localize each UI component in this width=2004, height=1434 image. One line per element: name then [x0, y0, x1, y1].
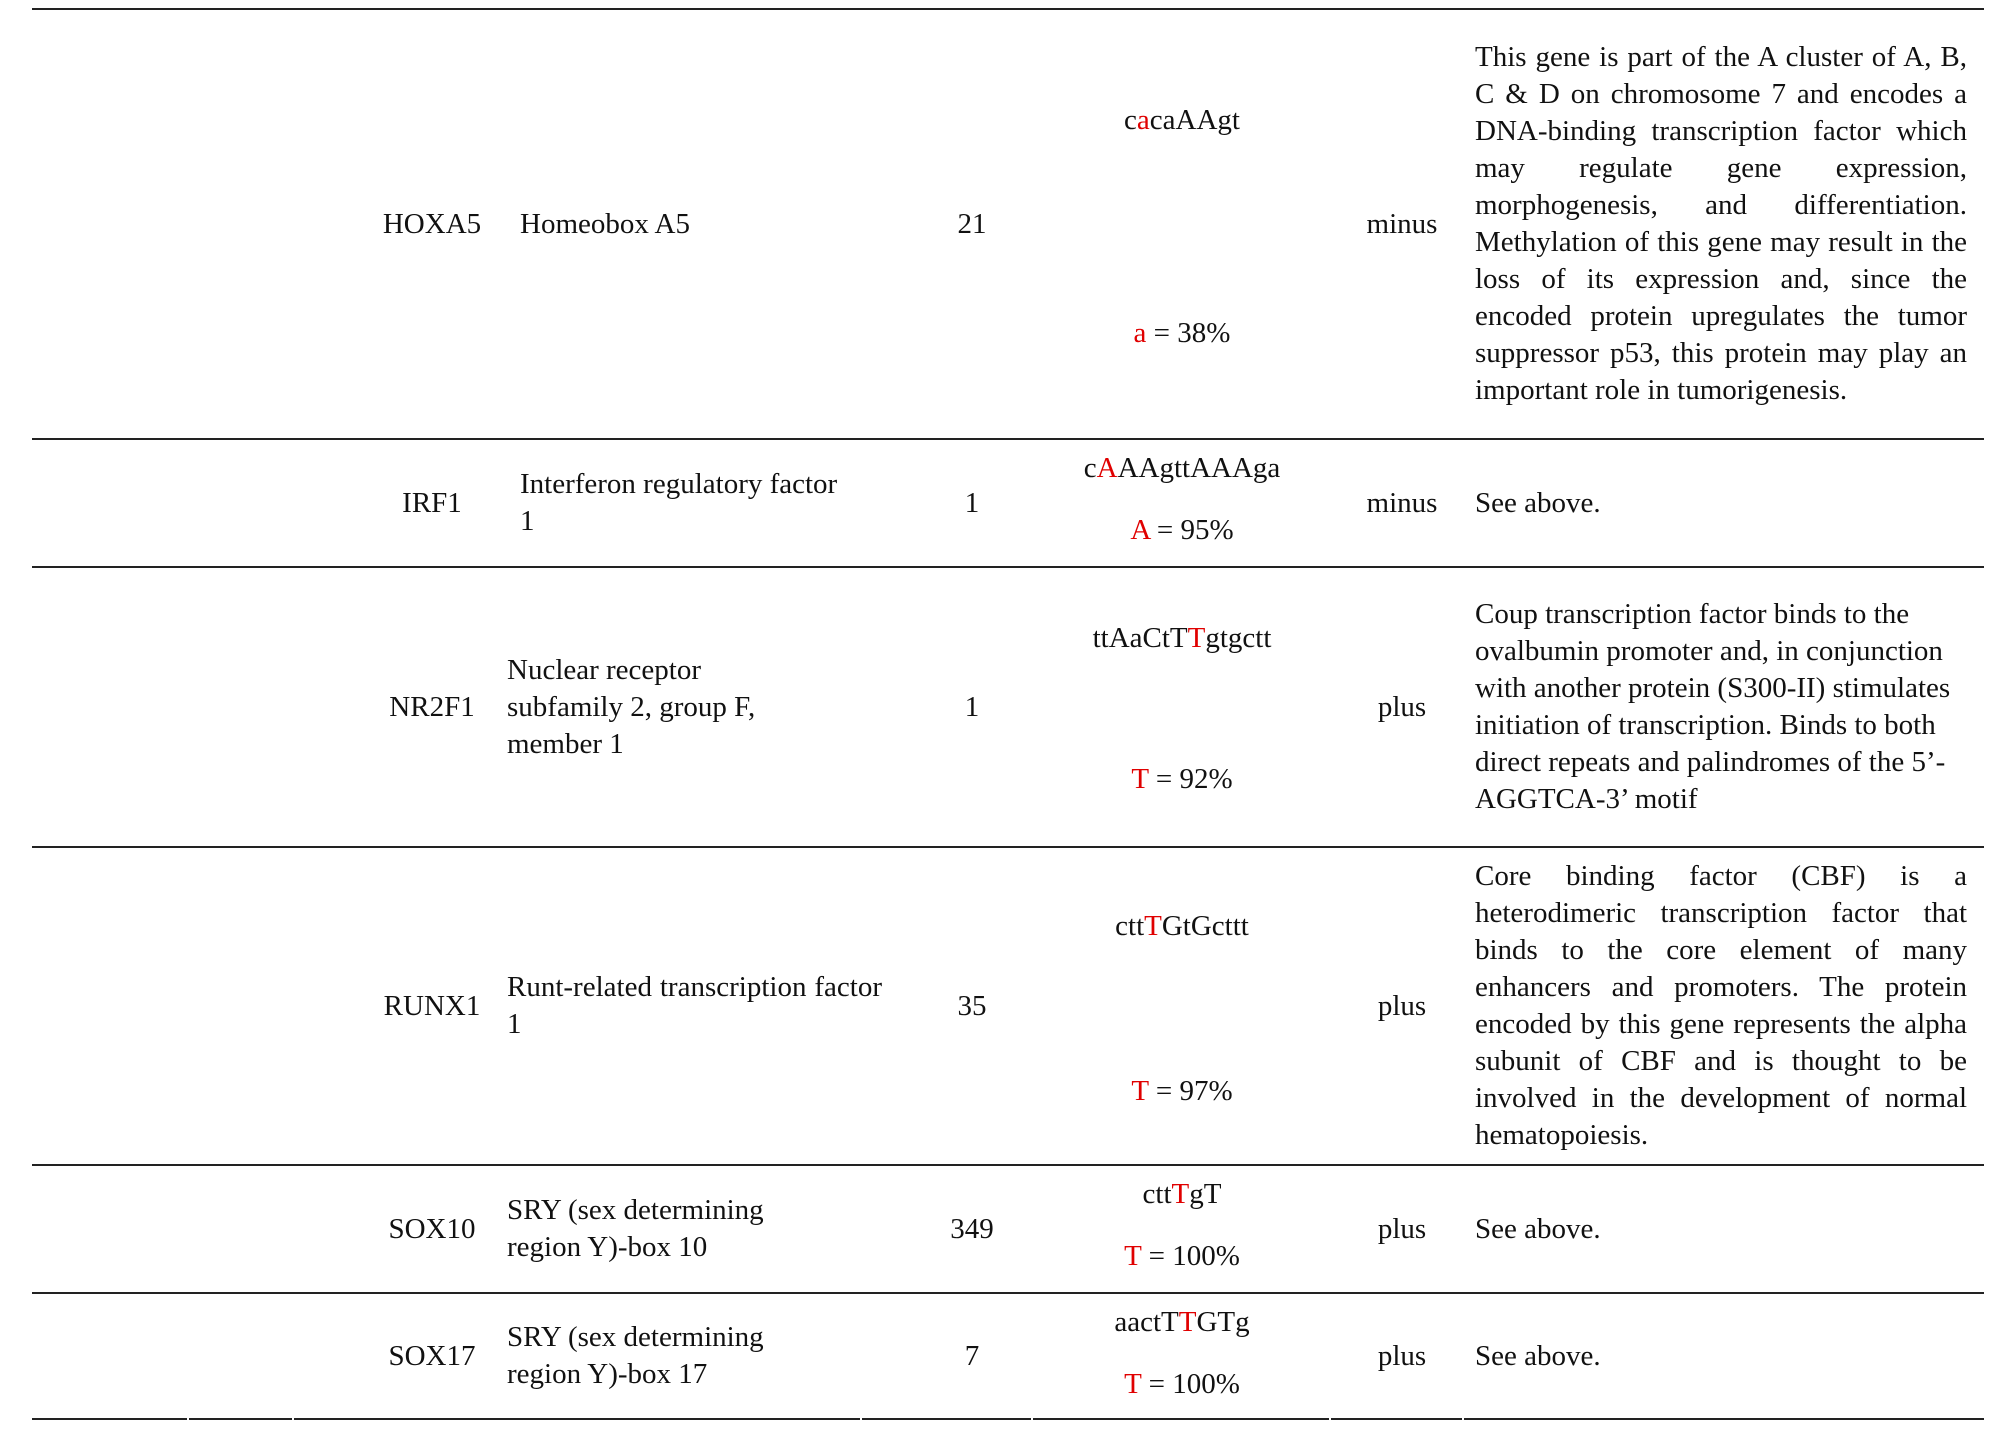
- gene-symbol: SOX17: [388, 1339, 476, 1372]
- gene-description: See above.: [1475, 1339, 1601, 1372]
- motif-cell: [1032, 10, 1332, 438]
- motif-sequence: ttAaCtTTgtgctt: [1092, 622, 1272, 654]
- gene-description: Core binding factor (CBF) is a heterodimeric transcription factor that binds to the core element of many enhancers and promoters. The protein encoded by this gene represents the alpha subunit of CBF and is thought to be involved in the development of normal hematopoiesis.: [1475, 860, 1967, 1151]
- bottom-rule-breaks: [32, 1416, 1984, 1420]
- conservation-percent: A = 95%: [1130, 514, 1234, 546]
- rule-break: [292, 1416, 294, 1420]
- site-count: 349: [950, 1212, 994, 1245]
- gene-name: SRY (sex determining region Y)-box 10: [507, 1194, 764, 1263]
- conservation-percent: T = 92%: [1131, 763, 1233, 795]
- gene-symbol: NR2F1: [389, 690, 475, 723]
- site-count: 21: [957, 207, 987, 240]
- rule-break: [1462, 1416, 1464, 1420]
- rule-break: [1031, 1416, 1033, 1420]
- conservation-percent: T = 100%: [1124, 1368, 1240, 1400]
- motif-sequence: cttTGtGcttt: [1115, 910, 1249, 942]
- site-count: 1: [964, 486, 980, 519]
- gene-description: See above.: [1475, 486, 1601, 519]
- table-row: [32, 8, 1984, 438]
- gene-symbol: IRF1: [402, 486, 462, 519]
- strand: plus: [1377, 690, 1427, 723]
- table-row: [32, 566, 1984, 846]
- gene-name: SRY (sex determining region Y)-box 17: [507, 1321, 764, 1390]
- conservation-percent: a = 38%: [1133, 317, 1231, 349]
- site-count: 1: [964, 690, 980, 723]
- motif-cell: [1032, 848, 1332, 1164]
- gene-description: Coup transcription factor binds to the ovalbumin promoter and, in conjunction with another protein (S300-II) stimulates initiation of transcription. Binds to both direct repeats and palindromes of the 5’-AGGTCA-3’ motif: [1475, 598, 1951, 815]
- table-row: [32, 846, 1984, 1164]
- motif-cell: [1032, 440, 1332, 566]
- gene-table: [32, 8, 1984, 1420]
- conservation-percent: T = 97%: [1131, 1075, 1233, 1107]
- rule-break: [860, 1416, 862, 1420]
- rule-break: [1329, 1416, 1331, 1420]
- gene-symbol: SOX10: [388, 1212, 476, 1245]
- gene-symbol: RUNX1: [383, 989, 481, 1022]
- motif-sequence: cttTgT: [1142, 1178, 1222, 1210]
- rule-break: [187, 1416, 189, 1420]
- motif-cell: [1032, 1166, 1332, 1292]
- strand: plus: [1377, 1212, 1427, 1245]
- strand: plus: [1377, 1339, 1427, 1372]
- site-count: 7: [964, 1339, 980, 1372]
- strand: minus: [1366, 486, 1438, 519]
- gene-name: Interferon regulatory factor 1: [520, 468, 838, 537]
- table-row: [32, 438, 1984, 566]
- motif-sequence: cacaAAgt: [1124, 104, 1240, 136]
- conservation-percent: T = 100%: [1124, 1240, 1240, 1272]
- gene-name: Runt-related transcription factor 1: [507, 971, 882, 1040]
- gene-description: This gene is part of the A cluster of A, B, C & D on chromosome 7 and encodes a DNA-binding transcription factor which may regulate gene expression, morphogenesis, and differentiation. Methylation of this gene may result in the loss of its expression and, since the encoded protein upregulates the tumor suppressor p53, this protein may play an important role in tumorigenesis.: [1475, 41, 1967, 406]
- motif-sequence: aactTTGTg: [1114, 1306, 1250, 1338]
- gene-description: See above.: [1475, 1212, 1601, 1245]
- gene-symbol: HOXA5: [382, 207, 482, 240]
- motif-cell: [1032, 568, 1332, 846]
- strand: plus: [1377, 989, 1427, 1022]
- motif-sequence: cAAAgttAAAga: [1083, 452, 1281, 484]
- table-row: [32, 1292, 1984, 1420]
- strand: minus: [1366, 207, 1438, 240]
- gene-name: Nuclear receptor subfamily 2, group F, member 1: [507, 653, 756, 760]
- gene-name: Homeobox A5: [520, 207, 690, 240]
- motif-cell: [1032, 1294, 1332, 1418]
- table-row: [32, 1164, 1984, 1292]
- site-count: 35: [957, 989, 987, 1022]
